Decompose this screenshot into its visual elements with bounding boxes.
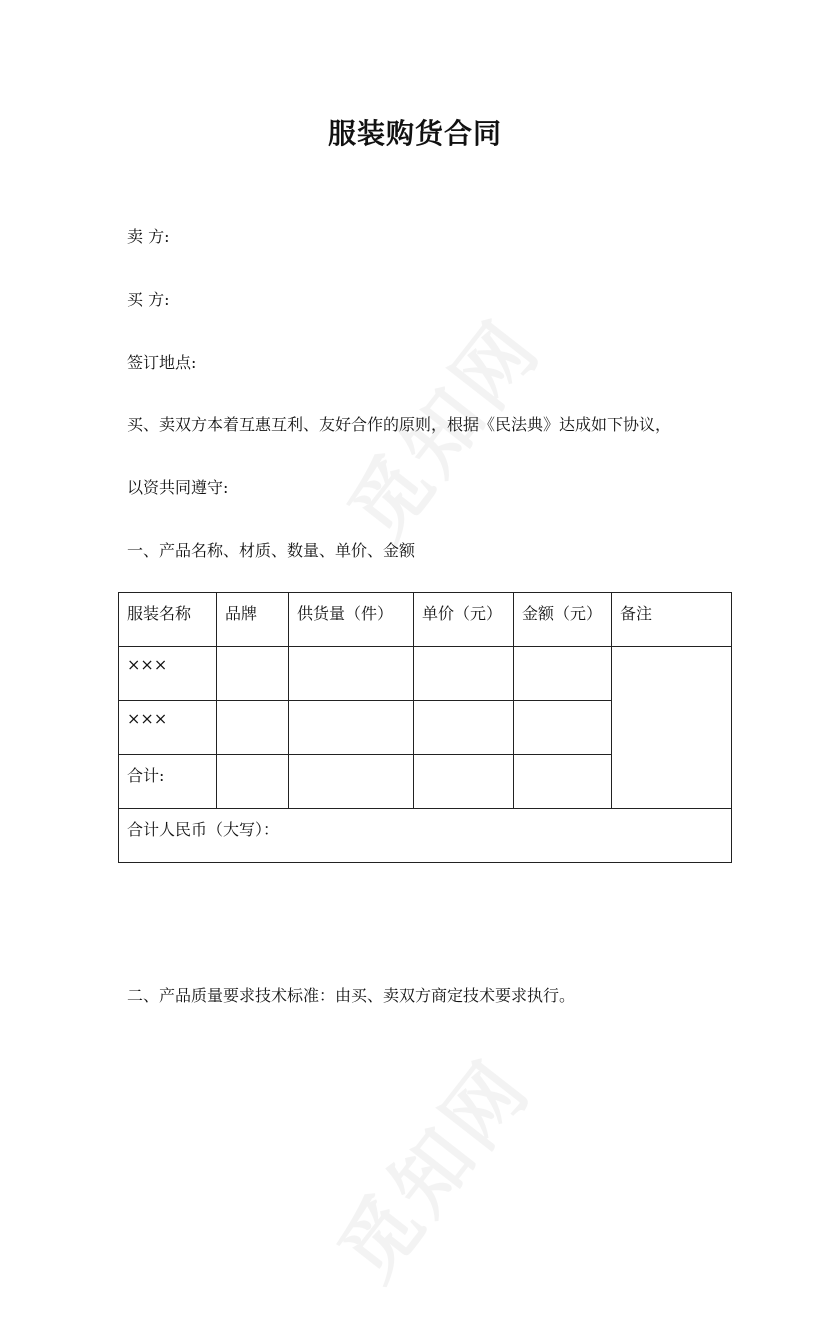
document-title: 服装购货合同 [327, 117, 502, 150]
row-garment-name: ××× [119, 701, 217, 755]
signing-location-label: 签订地点: [127, 353, 197, 372]
header-unit-price: 单价（元） [414, 593, 514, 647]
row-brand-cell[interactable] [217, 701, 289, 755]
subtotal-label: 合计: [119, 755, 217, 809]
header-remarks: 备注 [612, 593, 732, 647]
row-garment-name: ××× [119, 647, 217, 701]
row-brand-cell[interactable] [217, 647, 289, 701]
row-quantity-cell[interactable] [289, 647, 414, 701]
subtotal-unit-price-cell[interactable] [414, 755, 514, 809]
subtotal-quantity-cell[interactable] [289, 755, 414, 809]
table-row-total-rmb [119, 809, 732, 863]
subtotal-amount-cell[interactable] [514, 755, 612, 809]
header-quantity: 供货量（件） [289, 593, 414, 647]
table-header-row [119, 593, 732, 647]
remarks-cell[interactable] [612, 647, 732, 809]
intro-paragraph-line2: 以资共同遵守: [127, 478, 229, 497]
header-brand: 品牌 [217, 593, 289, 647]
section1-heading: 一、产品名称、材质、数量、单价、金额 [127, 541, 416, 560]
row-quantity-cell[interactable] [289, 701, 414, 755]
section2-heading: 二、产品质量要求技术标准：由买、卖双方商定技术要求执行。 [127, 986, 576, 1005]
header-amount: 金额（元） [514, 593, 612, 647]
seller-label: 卖 方: [127, 227, 170, 246]
buyer-label: 买 方: [127, 290, 170, 309]
row-unit-price-cell[interactable] [414, 647, 514, 701]
row-amount-cell[interactable] [514, 647, 612, 701]
row-unit-price-cell[interactable] [414, 701, 514, 755]
header-garment-name: 服装名称 [119, 593, 217, 647]
goods-table [118, 592, 732, 863]
subtotal-brand-cell[interactable] [217, 755, 289, 809]
watermark-bottom [294, 1013, 567, 1318]
total-rmb-uppercase-cell[interactable]: 合计人民币（大写）： [119, 809, 732, 863]
intro-paragraph-line1: 买、卖双方本着互惠互利、友好合作的原则，根据《民法典》达成如下协议， [127, 415, 672, 434]
table-row [119, 647, 732, 701]
row-amount-cell[interactable] [514, 701, 612, 755]
